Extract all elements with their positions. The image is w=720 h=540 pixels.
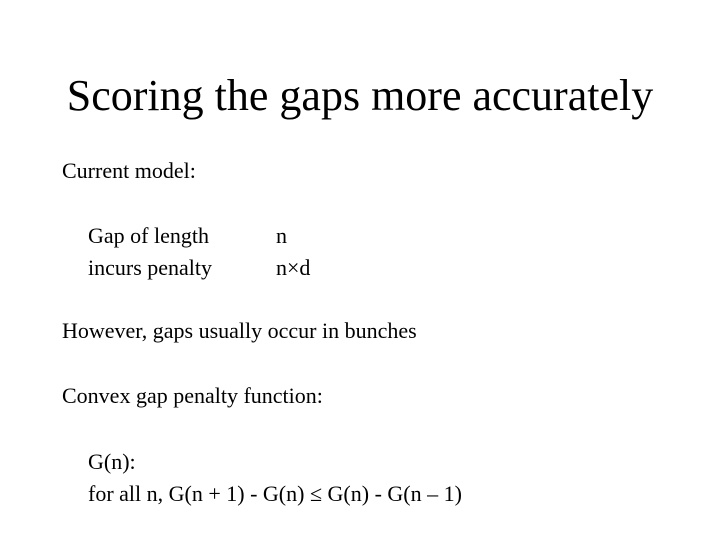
penalty-label: incurs penalty: [88, 255, 213, 280]
convex-heading: Convex gap penalty function:: [62, 383, 323, 408]
function-name: G(n):: [88, 449, 136, 474]
penalty-value: n×d: [276, 255, 311, 280]
gap-length-value: n: [276, 223, 287, 248]
current-model-heading: Current model:: [62, 158, 196, 183]
function-condition: for all n, G(n + 1) - G(n) ≤ G(n) - G(n – 1): [88, 481, 462, 506]
bunches-statement: However, gaps usually occur in bunches: [62, 318, 417, 343]
gap-length-label: Gap of length: [88, 223, 209, 248]
slide-title: Scoring the gaps more accurately: [66, 71, 654, 120]
